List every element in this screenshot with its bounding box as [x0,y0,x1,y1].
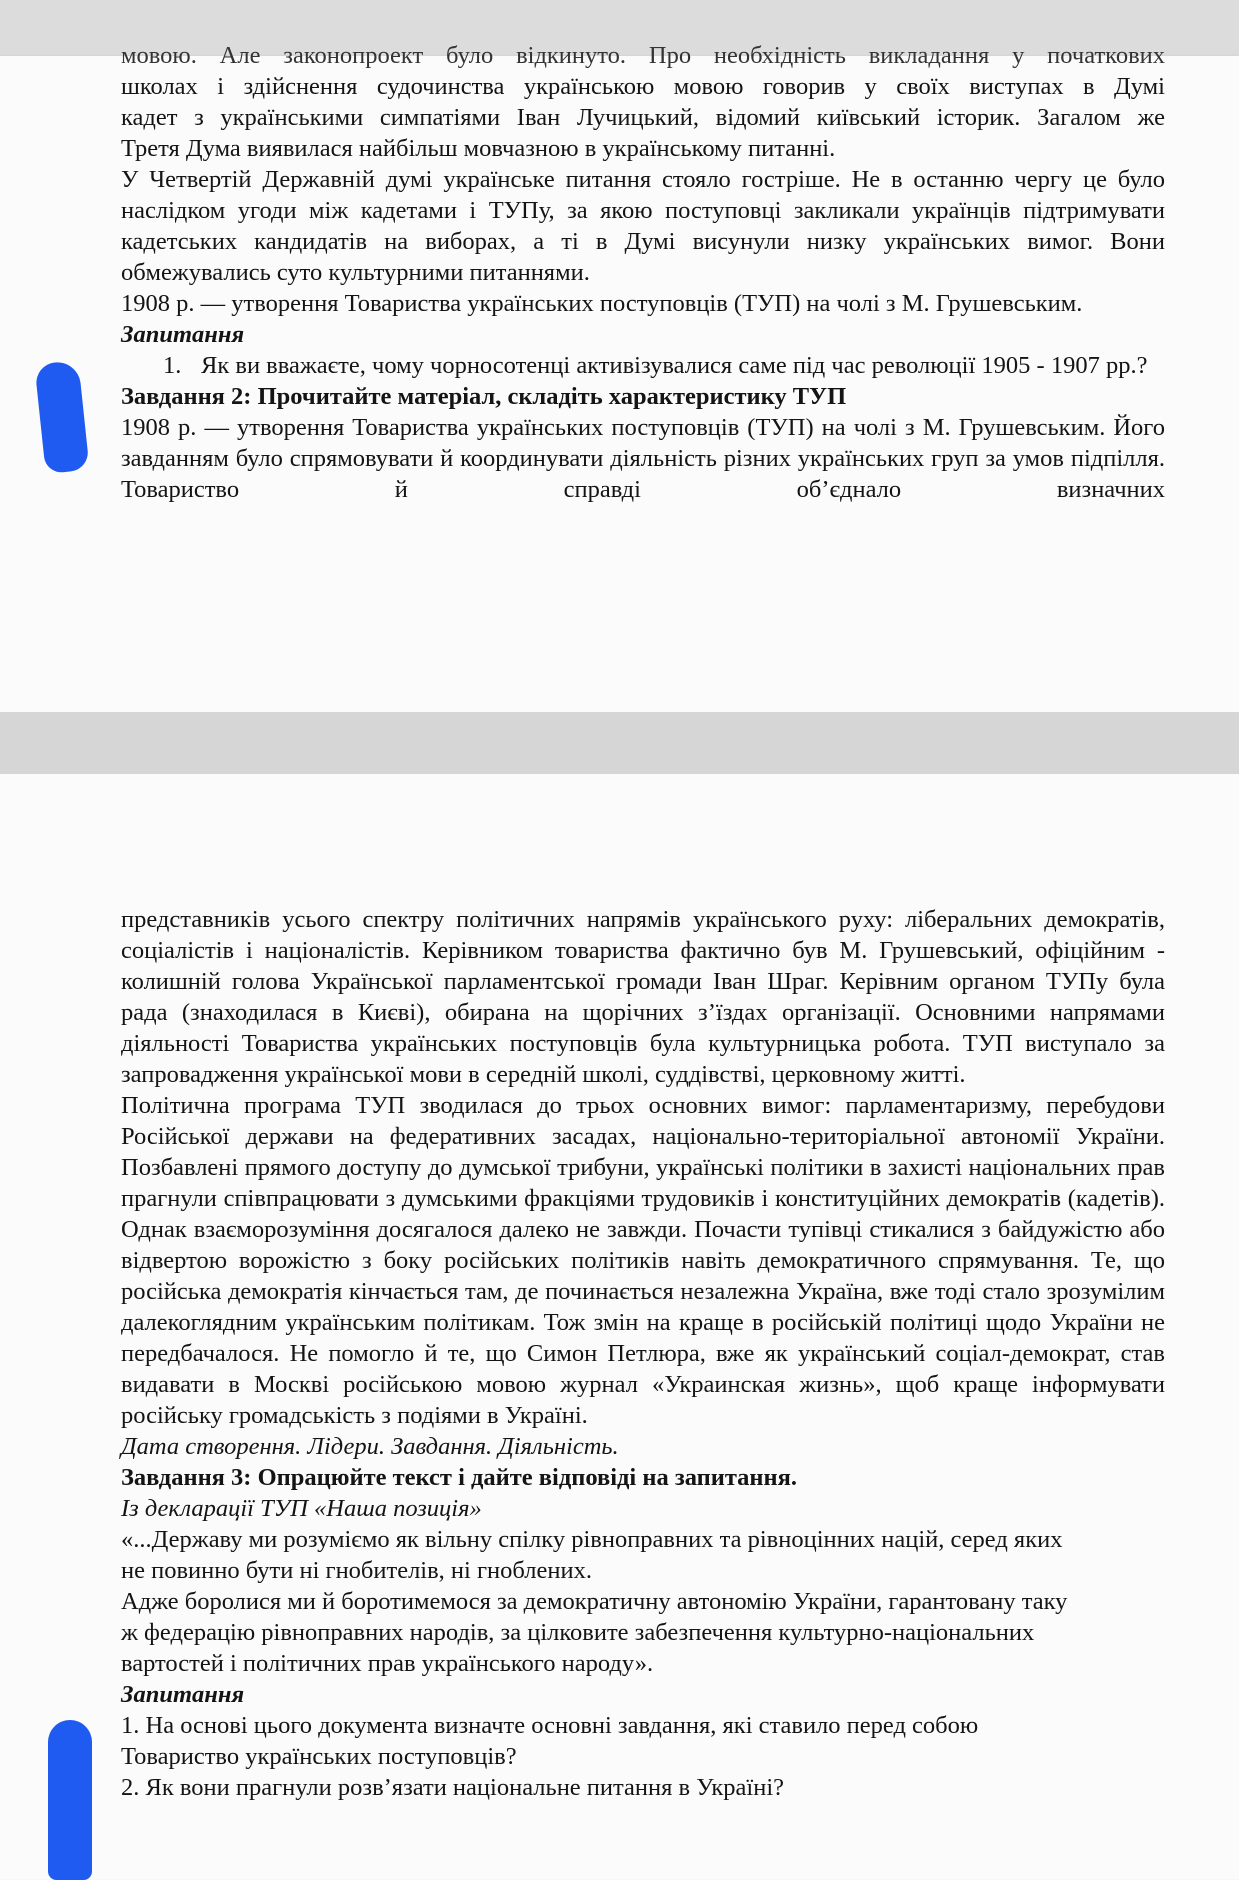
questions-heading: Запитання [121,1681,245,1708]
text-line: кадет з українськими симпатіями Іван Лучицький, відомий київський історик. Загалом же [121,104,1165,131]
questions-heading: Запитання [121,321,245,348]
quote-line: «...Державу ми розуміємо як вільну спілку рівноправних та рівноцінних націй, серед яких [121,1526,1063,1553]
page-separator [0,712,1239,774]
page-1-content [121,40,1165,505]
task-2-heading: Завдання 2: Прочитайте матеріал, складіть характеристику ТУП [121,383,847,410]
blue-highlighter-mark [48,1720,92,1880]
quote-line: Адже боролися ми й боротимемося за демократичну автономію України, гарантовану таку [121,1588,1068,1615]
text-line: Третя Дума виявилася найбільш мовчазною в українському питанні. [121,135,836,162]
question-number: 1. [163,352,182,379]
text-line: мовою. Але законопроект було відкинуто. Про необхідність викладання у початкових [121,42,1165,69]
source-title: Із декларації ТУП «Наша позиція» [121,1495,482,1522]
previous-page-edge [470,0,610,4]
paragraph: 1908 р. — утворення Товариства українських поступовців (ТУП) на чолі з М. Грушевським. [121,290,1083,317]
question-line: 1. На основі цього документа визначте основні завдання, які ставило перед собою [121,1712,979,1739]
hint-line: Дата створення. Лідери. Завдання. Діяльність. [121,1433,619,1460]
document-page-2 [0,774,1239,1879]
task-3-heading: Завдання 3: Опрацюйте текст і дайте відповіді на запитання. [121,1464,798,1491]
document-page-1 [0,42,1239,712]
quote-line: не повинно бути ні гнобителів, ні гноблених. [121,1557,592,1584]
paragraph: Політична програма ТУП зводилася до трьох основних вимог: парламентаризму, перебудови Російської держави на федеративних засадах, національно-територіальної автономії України. Позбавлені прямого доступу до думської трибуни, українські політики в захисті національних прав прагнули співпрацювати з думськими фракціями трудовиків і конституційних демократів (кадетів). Однак взаєморозуміння досягалося далеко не завжди. Почасти тупівці стикалися з байдужістю або відвертою ворожістю з боку російських політиків навіть демократичного спрямування. Те, що російська демократія кінчається там, де починається незалежна Україна, вже тоді стало зрозумілим далекоглядним українським політикам. Тож змін на краще в російській політиці щодо України не передбачалося. Не помогло й те, що Симон Петлюра, вже як український соціал-демократ, став видавати в Москві російською мовою журнал «Украинская жизнь», щоб краще інформувати російську громадськість з подіями в Україні. [121,1092,1165,1429]
paragraph: представників усього спектру політичних напрямів українського руху: ліберальних демократів, соціалістів і націоналістів. Керівником товариства фактично був М. Грушевський, офіційним - колишній голова Української парламентської громади Іван Шраг. Керівним органом ТУПу була рада (знаходилася в Києві), обирана на щорічних з’їздах організації. Основними напрямами діяльності Товариства українських поступовців була культурницька робота. ТУП виступало за запровадження української мови в середній школі, суддівстві, церковному житті. [121,906,1165,1088]
question-line: Товариство українських поступовців? [121,1743,517,1770]
quote-line: вартостей і політичних прав українського народу». [121,1650,654,1677]
page-2-content [121,904,1165,1803]
paragraph: У Четвертій Державній думі українське питання стояло гостріше. Не в останню чергу це було наслідком угоди між кадетами і ТУПу, за якою поступовці закликали українців підтримувати кадетських кандидатів на виборах, а ті в Думі висунули низку українських вимог. Вони обмежувались суто культурними питаннями. [121,166,1165,286]
question-item [121,350,1165,381]
text-line: школах і здійснення судочинства українською мовою говорив у своїх виступах в Думі [121,73,1165,100]
question-line: 2. Як вони прагнули розв’язати національне питання в Україні? [121,1774,785,1801]
question-list [121,350,1165,381]
question-text: Як ви вважаєте, чому чорносотенці активізувалися саме під час революції 1905 - 1907 рр.? [201,352,1148,379]
paragraph: 1908 р. — утворення Товариства українських поступовців (ТУП) на чолі з М. Грушевським. Його завданням було спрямовувати й координувати діяльність різних українських груп за умов підпілля. Товариство й справді об’єднало визначних [121,414,1165,503]
quote-line: ж федерацію рівноправних народів, за цілковите забезпечення культурно-національних [121,1619,1035,1646]
